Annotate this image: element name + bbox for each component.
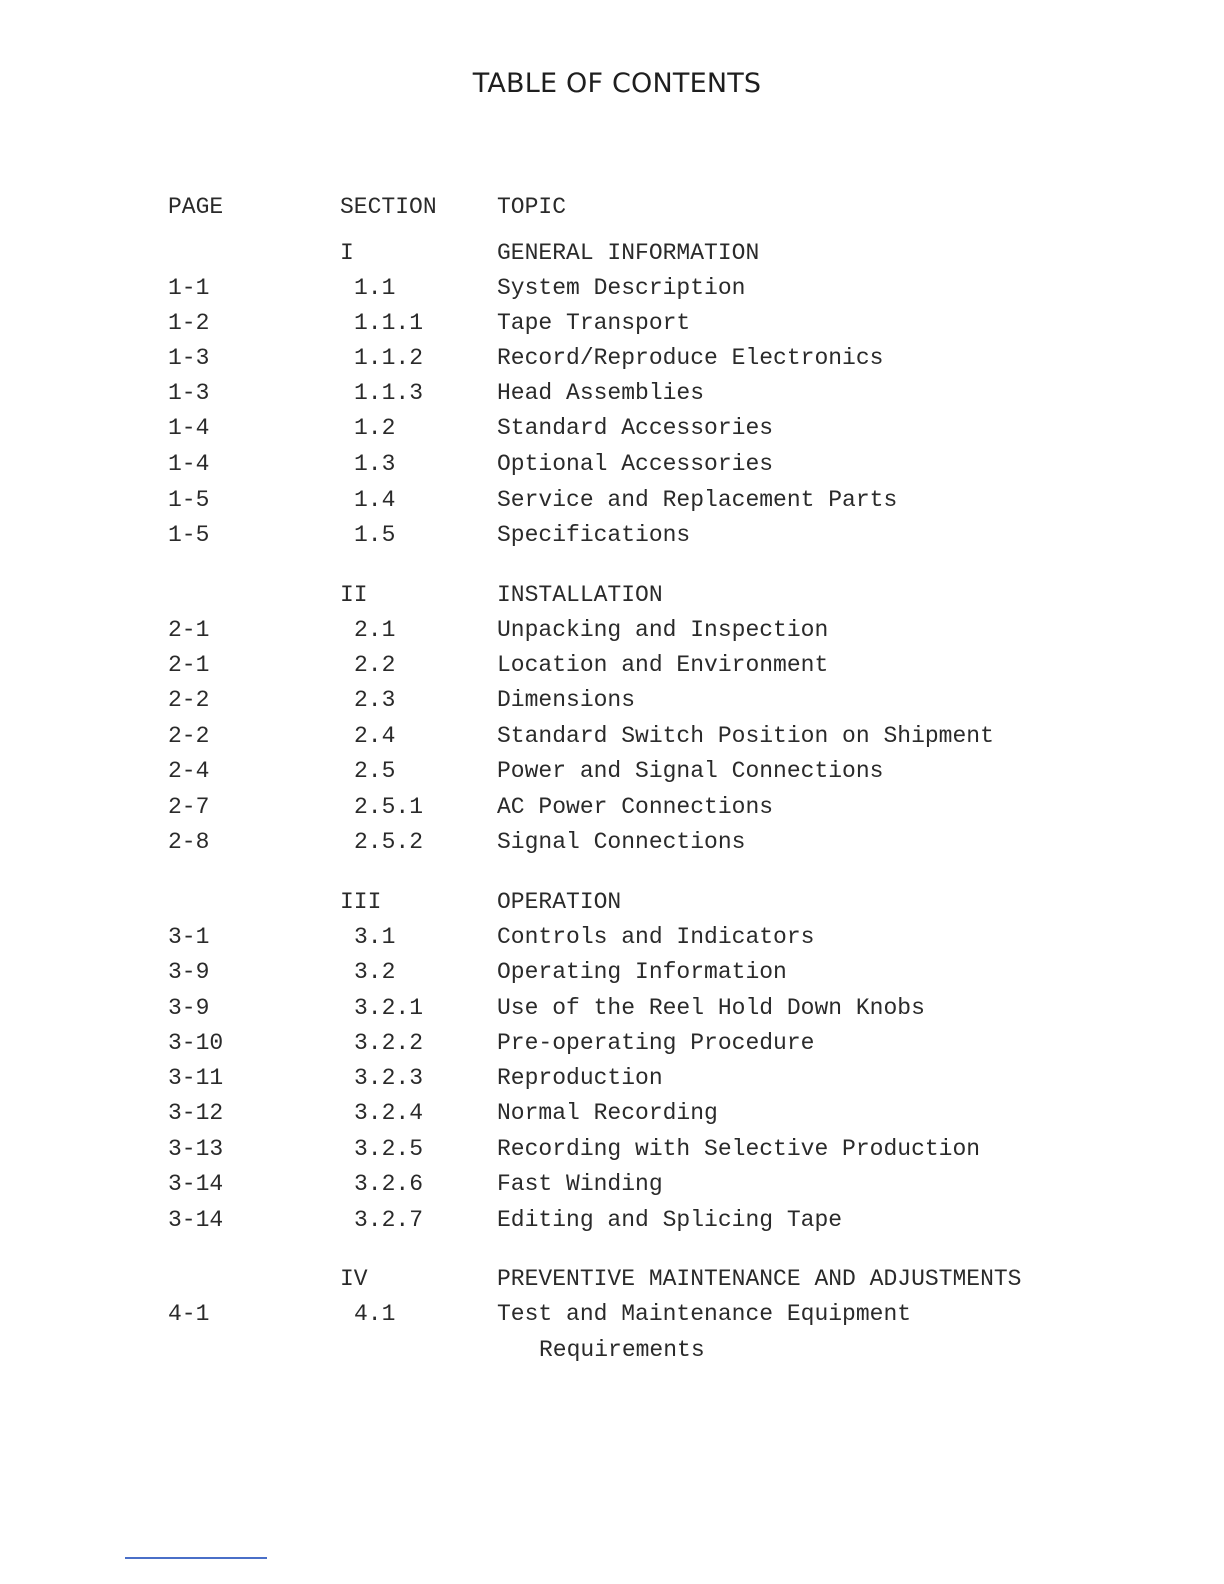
entry-topic: Specifications (497, 522, 691, 548)
entry-topic-continued: Requirements (539, 1337, 705, 1363)
entry-topic: Standard Switch Position on Shipment (497, 723, 994, 749)
entry-section: 3.2.1 (354, 995, 424, 1021)
entry-page: 3-11 (168, 1065, 224, 1091)
column-header-page: PAGE (168, 194, 224, 220)
entry-topic: Use of the Reel Hold Down Knobs (497, 995, 925, 1021)
section-title: PREVENTIVE MAINTENANCE AND ADJUSTMENTS (497, 1266, 1022, 1292)
entry-topic: Normal Recording (497, 1100, 718, 1126)
entry-page: 2-1 (168, 617, 210, 643)
entry-topic: Test and Maintenance Equipment (497, 1301, 912, 1327)
entry-section: 1.5 (354, 522, 396, 548)
entry-page: 2-1 (168, 652, 210, 678)
entry-topic: Fast Winding (497, 1171, 663, 1197)
entry-topic: Signal Connections (497, 829, 746, 855)
entry-page: 2-8 (168, 829, 210, 855)
entry-page: 3-1 (168, 924, 210, 950)
entry-section: 1.1.1 (354, 310, 424, 336)
entry-section: 2.2 (354, 652, 396, 678)
entry-section: 4.1 (354, 1301, 396, 1327)
entry-section: 3.2.2 (354, 1030, 424, 1056)
entry-topic: Editing and Splicing Tape (497, 1207, 843, 1233)
entry-section: 1.1 (354, 275, 396, 301)
column-header-topic: TOPIC (497, 194, 567, 220)
entry-page: 2-2 (168, 687, 210, 713)
entry-page: 1-2 (168, 310, 210, 336)
entry-topic: Dimensions (497, 687, 636, 713)
section-number: III (340, 889, 382, 915)
entry-topic: Service and Replacement Parts (497, 487, 898, 513)
entry-section: 3.2 (354, 959, 396, 985)
section-number: IV (340, 1266, 368, 1292)
entry-topic: Controls and Indicators (497, 924, 815, 950)
entry-page: 1-3 (168, 345, 210, 371)
section-title: OPERATION (497, 889, 622, 915)
entry-topic: Location and Environment (497, 652, 829, 678)
entry-page: 1-4 (168, 451, 210, 477)
entry-page: 2-7 (168, 794, 210, 820)
entry-topic: Operating Information (497, 959, 787, 985)
entry-section: 2.4 (354, 723, 396, 749)
entry-section: 1.1.2 (354, 345, 424, 371)
entry-topic: Pre-operating Procedure (497, 1030, 815, 1056)
entry-page: 2-2 (168, 723, 210, 749)
entry-topic: Standard Accessories (497, 415, 774, 441)
section-title: GENERAL INFORMATION (497, 240, 760, 266)
entry-section: 3.2.3 (354, 1065, 424, 1091)
entry-page: 1-5 (168, 487, 210, 513)
entry-page: 2-4 (168, 758, 210, 784)
footer-rule (125, 1557, 267, 1559)
entry-page: 3-9 (168, 995, 210, 1021)
entry-section: 1.3 (354, 451, 396, 477)
entry-section: 3.1 (354, 924, 396, 950)
entry-section: 1.1.3 (354, 380, 424, 406)
section-title: INSTALLATION (497, 582, 663, 608)
entry-topic: Record/Reproduce Electronics (497, 345, 884, 371)
entry-page: 3-9 (168, 959, 210, 985)
entry-page: 3-10 (168, 1030, 224, 1056)
entry-page: 1-1 (168, 275, 210, 301)
entry-topic: System Description (497, 275, 746, 301)
entry-topic: Optional Accessories (497, 451, 774, 477)
entry-topic: Tape Transport (497, 310, 691, 336)
entry-topic: Head Assemblies (497, 380, 705, 406)
entry-topic: AC Power Connections (497, 794, 774, 820)
page-title: TABLE OF CONTENTS (472, 68, 762, 99)
entry-section: 3.2.7 (354, 1207, 424, 1233)
entry-page: 1-3 (168, 380, 210, 406)
entry-page: 3-12 (168, 1100, 224, 1126)
entry-topic: Power and Signal Connections (497, 758, 884, 784)
entry-page: 3-13 (168, 1136, 224, 1162)
entry-page: 4-1 (168, 1301, 210, 1327)
entry-section: 1.4 (354, 487, 396, 513)
entry-section: 2.5.1 (354, 794, 424, 820)
entry-topic: Reproduction (497, 1065, 663, 1091)
entry-page: 1-4 (168, 415, 210, 441)
section-number: II (340, 582, 368, 608)
entry-section: 1.2 (354, 415, 396, 441)
entry-section: 3.2.4 (354, 1100, 424, 1126)
entry-section: 2.3 (354, 687, 396, 713)
column-header-section: SECTION (340, 194, 437, 220)
entry-section: 3.2.6 (354, 1171, 424, 1197)
entry-topic: Recording with Selective Production (497, 1136, 981, 1162)
entry-section: 2.5.2 (354, 829, 424, 855)
entry-page: 3-14 (168, 1207, 224, 1233)
entry-page: 3-14 (168, 1171, 224, 1197)
entry-section: 2.1 (354, 617, 396, 643)
section-number: I (340, 240, 354, 266)
entry-section: 2.5 (354, 758, 396, 784)
entry-page: 1-5 (168, 522, 210, 548)
entry-topic: Unpacking and Inspection (497, 617, 829, 643)
entry-section: 3.2.5 (354, 1136, 424, 1162)
